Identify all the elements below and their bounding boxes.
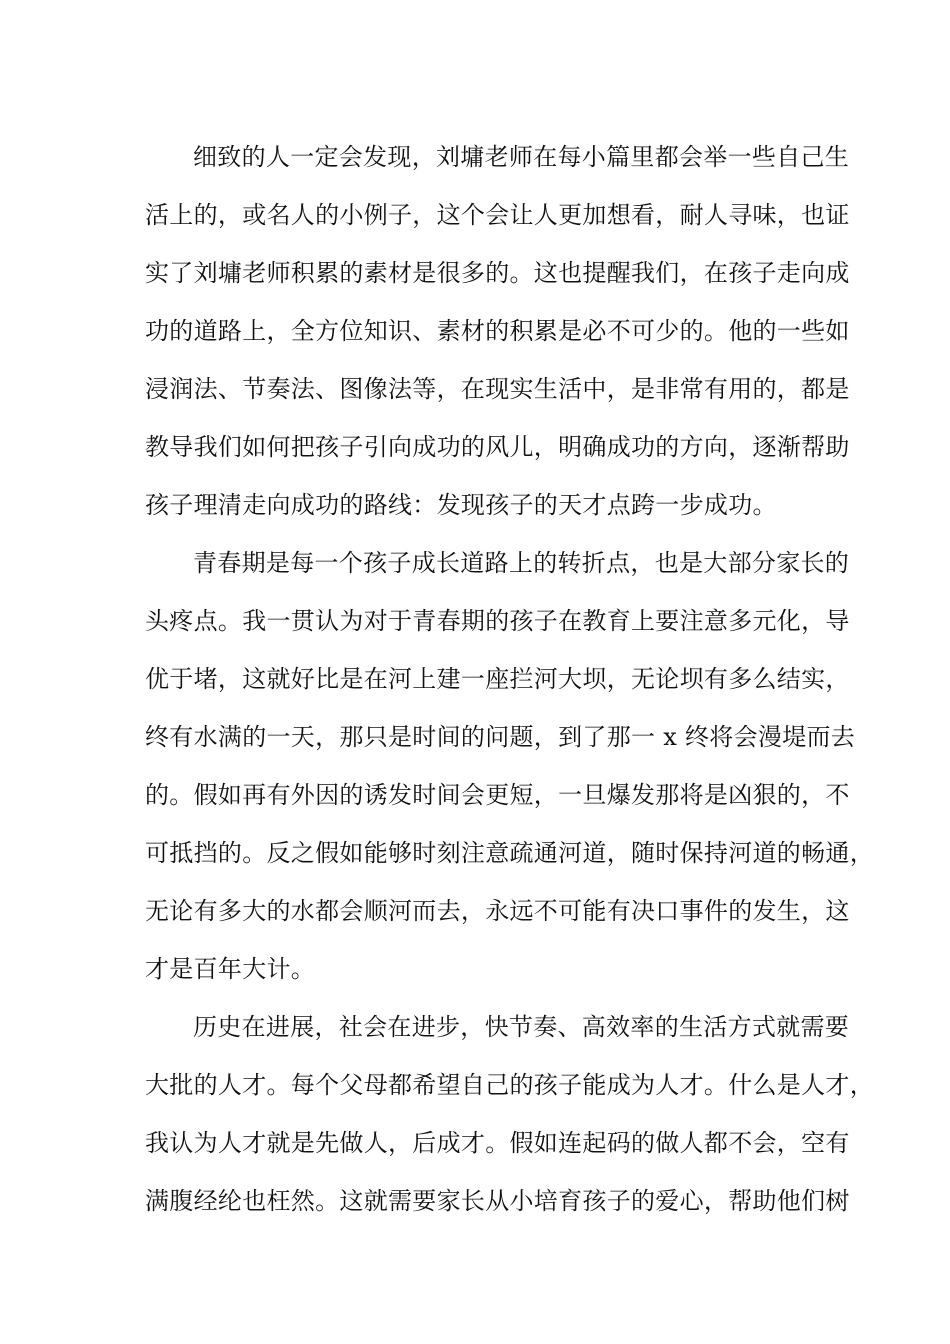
paragraph-2-line-2: 头疼点。我一贯认为对于青春期的孩子在教育上要注意多元化，导 <box>145 607 850 635</box>
paragraph-2-line-1: 青春期是每一个孩子成长道路上的转折点，也是大部分家长的 <box>193 549 850 577</box>
paragraph-3-line-4: 满腹经纶也枉然。这就需要家长从小培育孩子的爱心，帮助他们树 <box>145 1187 850 1215</box>
paragraph-2-line-4: 终有水满的一天，那只是时间的问题，到了那一 x 终将会漫堤而去 <box>145 723 856 751</box>
paragraph-2-line-8: 才是百年大计。 <box>145 955 316 983</box>
paragraph-1-line-2: 活上的，或名人的小例子，这个会让人更加想看，耐人寻味，也证 <box>145 201 850 229</box>
paragraph-3-line-2: 大批的人才。每个父母都希望自己的孩子能成为人才。什么是人才， <box>145 1071 874 1099</box>
paragraph-1-line-6: 教导我们如何把孩子引向成功的风儿，明确成功的方向，逐渐帮助 <box>145 433 850 461</box>
paragraph-2-line-5: 的。假如再有外因的诱发时间会更短，一旦爆发那将是凶狠的，不 <box>145 781 850 809</box>
paragraph-1-line-4: 功的道路上，全方位知识、素材的积累是必不可少的。他的一些如 <box>145 317 850 345</box>
paragraph-1-line-5: 浸润法、节奏法、图像法等，在现实生活中，是非常有用的，都是 <box>145 375 850 403</box>
paragraph-2-line-7: 无论有多大的水都会顺河而去，永远不可能有决口事件的发生，这 <box>145 897 850 925</box>
paragraph-2-line-3: 优于堵，这就好比是在河上建一座拦河大坝，无论坝有多么结实， <box>145 665 850 693</box>
paragraph-1-line-3: 实了刘墉老师积累的素材是很多的。这也提醒我们，在孩子走向成 <box>145 259 850 287</box>
paragraph-3-line-3: 我认为人才就是先做人，后成才。假如连起码的做人都不会，空有 <box>145 1129 850 1157</box>
paragraph-2-line-6: 可抵挡的。反之假如能够时刻注意疏通河道，随时保持河道的畅通， <box>145 839 874 867</box>
paragraph-1-line-1: 细致的人一定会发现，刘墉老师在每小篇里都会举一些自己生 <box>193 143 850 171</box>
paragraph-3-line-1: 历史在进展，社会在进步，快节奏、高效率的生活方式就需要 <box>193 1013 850 1041</box>
paragraph-1-line-7: 孩子理清走向成功的路线：发现孩子的天才点跨一步成功。 <box>145 491 777 519</box>
